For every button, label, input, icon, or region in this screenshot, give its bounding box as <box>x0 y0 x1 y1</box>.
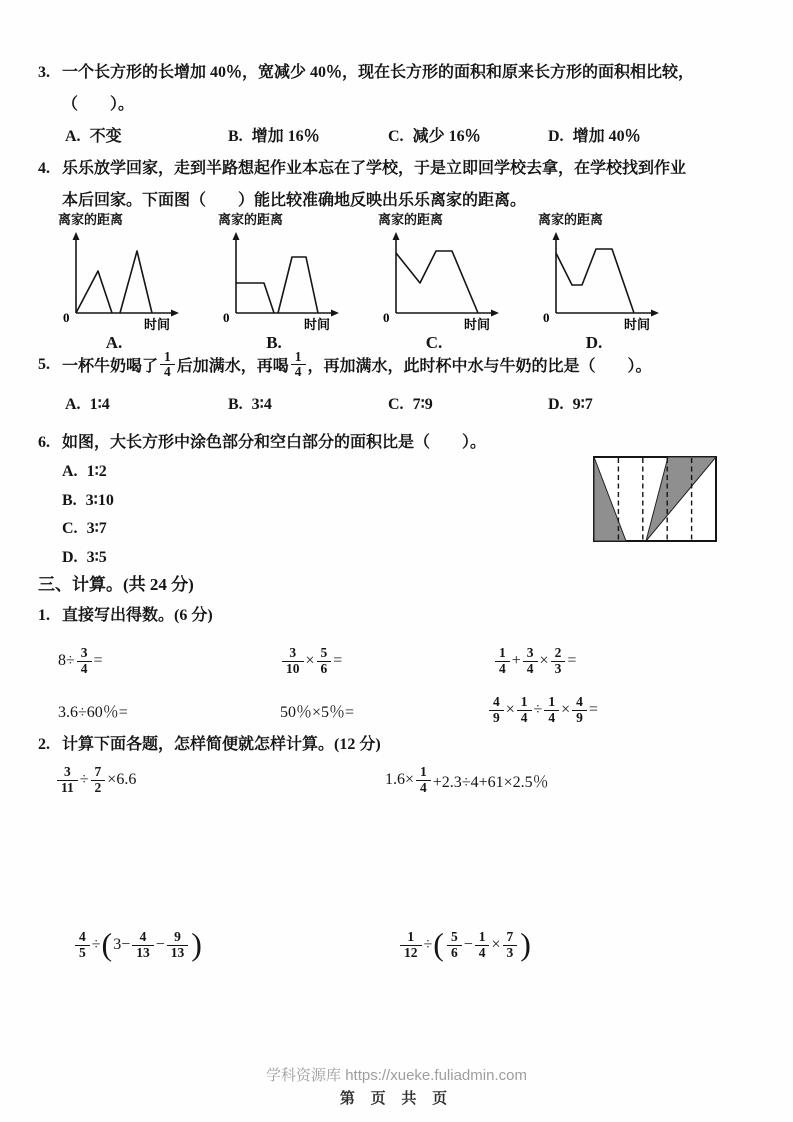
line-chart-d <box>538 229 662 333</box>
q5-options <box>38 389 773 421</box>
math-text: 后加满水，再喝 <box>176 358 289 376</box>
math-text: 3.6÷60％= <box>58 703 128 721</box>
option-label: C. <box>62 520 78 537</box>
math-text: 50％×5％= <box>280 703 355 721</box>
fraction: $\frac{1}{4}$ <box>517 695 532 724</box>
calc-expression <box>58 637 103 685</box>
math-text: = <box>588 701 598 718</box>
y-axis-arrow-icon <box>233 232 240 240</box>
graph-option-label: D. <box>585 333 603 352</box>
question-5 <box>38 350 773 421</box>
option-label: B. <box>228 128 243 145</box>
question-number: 5. <box>38 355 50 373</box>
origin-label: 0 <box>63 310 70 325</box>
option-c <box>388 121 481 153</box>
math-text: ÷ <box>91 936 101 953</box>
question-3 <box>38 57 773 153</box>
math-text: × <box>539 652 549 669</box>
calc-expression <box>55 756 136 804</box>
fraction: $\frac{1}{4}$ <box>495 646 510 675</box>
math-text: × <box>505 701 515 718</box>
section-header: 三、计算。(共 24 分) <box>38 575 194 594</box>
question-text-line2: （ ）。 <box>62 96 135 113</box>
option-b <box>228 121 320 153</box>
fraction: $\frac{4}{5}$ <box>75 930 90 959</box>
calc-expression <box>58 686 128 734</box>
question-6 <box>38 430 773 570</box>
option-text: 1∶4 <box>89 396 110 414</box>
option-text: 3∶4 <box>251 396 272 414</box>
fraction: $\frac{4}{9}$ <box>572 695 587 724</box>
distance-graph-d <box>538 212 690 353</box>
graph-y-axis-label: 离家的距离 <box>538 212 604 227</box>
math-text: × <box>561 701 571 718</box>
distance-graph-a <box>58 212 210 353</box>
math-text: ，再加满水，此时杯中水与牛奶的比是（ ）。 <box>307 358 652 376</box>
calc-expression <box>73 921 203 969</box>
option-text: 减少 16％ <box>412 128 481 145</box>
option-label: D. <box>548 396 564 414</box>
option-d <box>548 121 641 153</box>
x-axis-label: 时间 <box>624 317 651 332</box>
math-text: 8÷ <box>58 652 75 669</box>
line-chart-c <box>378 229 502 333</box>
q4-graphs-row <box>38 212 773 352</box>
shaded-rectangle-figure <box>593 456 717 542</box>
math-text: = <box>567 652 577 669</box>
line-chart-b <box>218 229 342 333</box>
fraction: $\frac{4}{9}$ <box>489 695 504 724</box>
x-axis-label: 时间 <box>144 317 171 332</box>
option-label: C. <box>388 396 404 414</box>
x-axis-arrow-icon <box>331 310 339 317</box>
fraction: $\frac{1}{12}$ <box>400 930 422 959</box>
math-text: +2.3÷4+61×2.5％ <box>432 773 549 791</box>
option-label: A. <box>65 396 81 414</box>
math-text: − <box>155 936 165 953</box>
fraction: $\frac{2}{3}$ <box>551 646 566 675</box>
math-text: = <box>93 652 103 669</box>
x-axis-arrow-icon <box>171 310 179 317</box>
calc-expression <box>280 637 342 685</box>
question-text: 如图，大长方形中涂色部分和空白部分的面积比是（ ）。 <box>62 434 487 451</box>
y-axis-arrow-icon <box>393 232 400 240</box>
option-text: 7∶9 <box>412 396 433 414</box>
calc-expression <box>398 921 532 969</box>
big-paren: ( <box>101 926 113 962</box>
option-a <box>65 121 122 153</box>
graph-y-axis-label: 离家的距离 <box>378 212 444 227</box>
math-text: − <box>463 936 473 953</box>
calc-expression <box>487 686 598 734</box>
fraction: $\frac{3}{4}$ <box>523 646 538 675</box>
math-text: ÷ <box>533 701 543 718</box>
option-text: 1∶2 <box>86 463 107 480</box>
option-label: A. <box>62 463 78 480</box>
origin-label: 0 <box>543 310 550 325</box>
math-text: + <box>511 652 521 669</box>
math-text: 3− <box>113 936 131 953</box>
question-number: 1. <box>38 607 50 624</box>
y-axis-arrow-icon <box>553 232 560 240</box>
math-text: = <box>333 652 343 669</box>
fraction: $\frac{1}{4}$ <box>475 930 490 959</box>
fraction: $\frac{9}{13}$ <box>167 930 189 959</box>
fraction: $\frac{3}{4}$ <box>77 646 92 675</box>
line-chart-a <box>58 229 182 333</box>
origin-label: 0 <box>383 310 390 325</box>
option-c <box>388 389 433 421</box>
origin-label: 0 <box>223 310 230 325</box>
question-text: 计算下面各题，怎样简便就怎样计算。(12 分) <box>62 736 381 753</box>
question-text <box>62 350 652 379</box>
fraction: $\frac{7}{3}$ <box>503 930 518 959</box>
calc-expression <box>280 686 354 734</box>
math-text: ×6.6 <box>107 771 137 788</box>
option-text: 9∶7 <box>572 396 593 414</box>
fraction: $\frac{5}{6}$ <box>447 930 462 959</box>
option-label: C. <box>388 128 404 145</box>
math-text: × <box>491 936 501 953</box>
x-axis-arrow-icon <box>651 310 659 317</box>
option-d <box>548 389 593 421</box>
question-text-line2: 本后回家。下面图（ ）能比较准确地反映出乐乐离家的距离。 <box>62 192 527 209</box>
option-text: 3∶5 <box>86 548 107 566</box>
fraction: $\frac{1}{4}$ <box>544 695 559 724</box>
option-b <box>228 389 272 421</box>
graph-y-axis-label: 离家的距离 <box>218 212 284 227</box>
option-label: D. <box>548 128 564 145</box>
question-text: 直接写出得数。(6 分) <box>62 607 213 624</box>
question-number: 4. <box>38 160 50 177</box>
option-text: 3∶10 <box>85 491 114 509</box>
option-label: D. <box>62 548 78 566</box>
math-text: 1.6× <box>385 771 415 788</box>
option-label: A. <box>65 128 81 145</box>
fraction: $\frac{3}{11}$ <box>57 765 78 794</box>
math-text: ÷ <box>79 771 89 788</box>
question-text: 乐乐放学回家，走到半路想起作业本忘在了学校，于是立即回学校去拿，在学校找到作业 <box>62 160 687 177</box>
option-text: 增加 16％ <box>251 128 320 145</box>
big-paren: ( <box>433 926 444 962</box>
graph-option-label: A. <box>105 333 123 352</box>
footer-source-watermark: 学科资源库 https://xueke.fuliadmin.com <box>266 1067 527 1084</box>
graph-y-axis-label: 离家的距离 <box>58 212 124 227</box>
calc-1-header <box>38 601 773 631</box>
option-d <box>38 544 773 573</box>
question-text: 一个长方形的长增加 40％，宽减少 40％，现在长方形的面积和原来长方形的面积相比较， <box>62 64 695 81</box>
graph-option-label: B. <box>266 333 282 352</box>
x-axis-label: 时间 <box>304 317 331 332</box>
graph-option-label: C. <box>425 333 443 352</box>
big-paren: ) <box>191 926 202 962</box>
option-label: B. <box>228 396 243 414</box>
y-axis-arrow-icon <box>73 232 80 240</box>
option-label: B. <box>62 491 77 509</box>
x-axis-arrow-icon <box>491 310 499 317</box>
fraction: $\frac{1}{4}$ <box>291 350 306 379</box>
footer-page-label: 第 页 共 页 <box>339 1091 454 1107</box>
fraction: $\frac{4}{13}$ <box>132 930 154 959</box>
math-text: 一杯牛奶喝了 <box>62 358 159 376</box>
distance-graph-b <box>218 212 370 353</box>
math-text: × <box>305 652 315 669</box>
question-number: 6. <box>38 434 50 451</box>
big-paren: ) <box>520 926 531 962</box>
question-number: 2. <box>38 736 50 753</box>
math-text: ÷ <box>423 936 433 953</box>
q3-options <box>38 121 773 153</box>
fraction: $\frac{5}{6}$ <box>317 646 332 675</box>
question-number: 3. <box>38 64 50 81</box>
option-text: 增加 40％ <box>572 128 641 145</box>
fraction: $\frac{3}{10}$ <box>282 646 304 675</box>
x-axis-label: 时间 <box>464 317 491 332</box>
option-text: 不变 <box>89 128 122 145</box>
distance-graph-c <box>378 212 530 353</box>
calc-expression <box>385 756 549 804</box>
calc-expression <box>493 637 576 685</box>
fraction: $\frac{1}{4}$ <box>416 765 431 794</box>
fraction: $\frac{7}{2}$ <box>91 765 106 794</box>
fraction: $\frac{1}{4}$ <box>160 350 175 379</box>
option-text: 3∶7 <box>86 520 107 537</box>
question-4 <box>38 153 773 217</box>
option-a <box>65 389 110 421</box>
